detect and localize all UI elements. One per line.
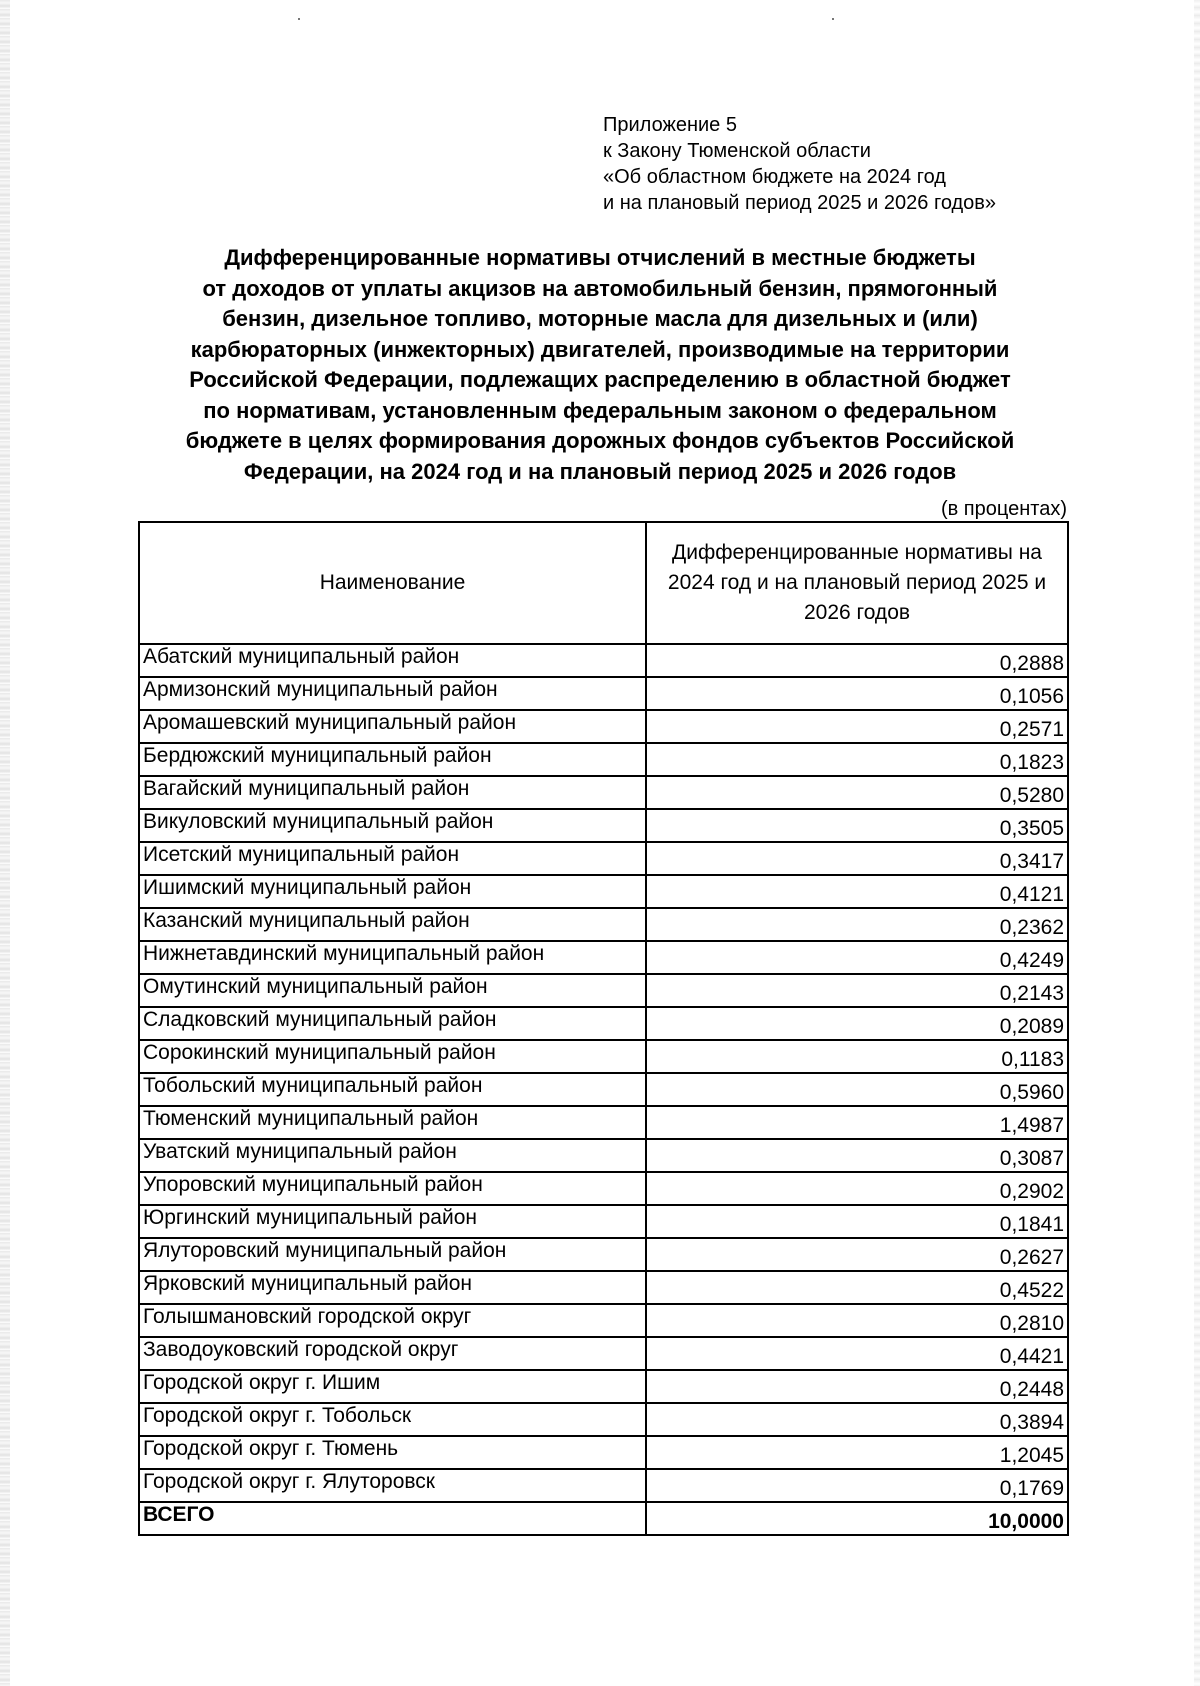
municipality-name: Упоровский муниципальный район: [139, 1172, 646, 1205]
title-line: по нормативам, установленным федеральным законом о федеральном: [203, 397, 997, 423]
norms-table: [138, 521, 1069, 1536]
column-header-name: Наименование: [139, 522, 646, 644]
title-line: бюджете в целях формирования дорожных фондов субъектов Российской: [185, 428, 1015, 453]
norm-value: 0,2888: [646, 644, 1068, 677]
norm-value: 0,2902: [646, 1172, 1068, 1205]
municipality-name: Городской округ г. Ишим: [139, 1370, 646, 1403]
norm-value: 0,2143: [646, 974, 1068, 1007]
municipality-name: Викуловский муниципальный район: [139, 809, 646, 842]
table-row: [139, 644, 1068, 677]
municipality-name: Абатский муниципальный район: [139, 644, 646, 677]
norm-value: 0,1056: [646, 677, 1068, 710]
municipality-name: Нижнетавдинский муниципальный район: [139, 941, 646, 974]
table-row: [139, 710, 1068, 743]
norm-value: 1,4987: [646, 1106, 1068, 1139]
table-row: [139, 1139, 1068, 1172]
municipality-name: Ярковский муниципальный район: [139, 1271, 646, 1304]
table-row: [139, 941, 1068, 974]
total-value: 10,0000: [646, 1502, 1068, 1535]
title-line: Федерации, на 2024 год и на плановый период 2025 и 2026 годов: [243, 458, 957, 484]
scan-edge-right: [1194, 0, 1200, 1686]
municipality-name: Тобольский муниципальный район: [139, 1073, 646, 1106]
document-title: [140, 243, 1060, 487]
norm-value: 0,4522: [646, 1271, 1068, 1304]
municipality-name: Вагайский муниципальный район: [139, 776, 646, 809]
norm-value: 0,1841: [646, 1205, 1068, 1238]
table-row: [139, 908, 1068, 941]
table-row: [139, 1040, 1068, 1073]
table-row: [139, 842, 1068, 875]
table-row: [139, 1304, 1068, 1337]
norm-value: 0,3087: [646, 1139, 1068, 1172]
scan-edge-left: [0, 0, 10, 1686]
norm-value: 0,2571: [646, 710, 1068, 743]
table-row: [139, 1370, 1068, 1403]
total-label: ВСЕГО: [139, 1502, 646, 1535]
norm-value: 1,2045: [646, 1436, 1068, 1469]
title-line: бензин, дизельное топливо, моторные масла для дизельных и (или): [222, 306, 978, 331]
norm-value: 0,1183: [646, 1040, 1068, 1073]
table-row: [139, 1271, 1068, 1304]
municipality-name: Уватский муниципальный район: [139, 1139, 646, 1172]
norm-value: 0,4421: [646, 1337, 1068, 1370]
table-row: [139, 1073, 1068, 1106]
annex-line: «Об областном бюджете на 2024 год: [603, 166, 946, 188]
table-row: [139, 974, 1068, 1007]
norm-value: 0,1823: [646, 743, 1068, 776]
municipality-name: Бердюжский муниципальный район: [139, 743, 646, 776]
table-row: [139, 875, 1068, 908]
column-header-value: Дифференцированные нормативы на 2024 год и на плановый период 2025 и 2026 годов: [646, 522, 1068, 644]
title-line: Российской Федерации, подлежащих распределению в областной бюджет: [189, 367, 1011, 392]
title-line: от доходов от уплаты акцизов на автомобильный бензин, прямогонный: [202, 275, 998, 301]
table-body: [139, 644, 1068, 1535]
norm-value: 0,3505: [646, 809, 1068, 842]
table-row: [139, 1337, 1068, 1370]
annex-line: к Закону Тюменской области: [603, 140, 871, 162]
total-row: [139, 1502, 1068, 1535]
municipality-name: Тюменский муниципальный район: [139, 1106, 646, 1139]
table-row: [139, 1469, 1068, 1502]
table-row: [139, 1007, 1068, 1040]
municipality-name: Юргинский муниципальный район: [139, 1205, 646, 1238]
municipality-name: Ишимский муниципальный район: [139, 875, 646, 908]
norm-value: 0,5960: [646, 1073, 1068, 1106]
municipality-name: Сорокинский муниципальный район: [139, 1040, 646, 1073]
municipality-name: Голышмановский городской округ: [139, 1304, 646, 1337]
annex-block: [603, 112, 996, 216]
table-row: [139, 743, 1068, 776]
municipality-name: Аромашевский муниципальный район: [139, 710, 646, 743]
municipality-name: Казанский муниципальный район: [139, 908, 646, 941]
table-row: [139, 677, 1068, 710]
municipality-name: Городской округ г. Тобольск: [139, 1403, 646, 1436]
municipality-name: Армизонский муниципальный район: [139, 677, 646, 710]
norm-value: 0,2627: [646, 1238, 1068, 1271]
table-row: [139, 776, 1068, 809]
units-note: (в процентах): [940, 498, 1067, 520]
table-row: [139, 1238, 1068, 1271]
norm-value: 0,5280: [646, 776, 1068, 809]
title-line: карбюраторных (инжекторных) двигателей, производимые на территории: [190, 336, 1010, 362]
norm-value: 0,4249: [646, 941, 1068, 974]
municipality-name: Заводоуковский городской округ: [139, 1337, 646, 1370]
scan-dot: [832, 18, 834, 20]
table-row: [139, 1205, 1068, 1238]
municipality-name: Исетский муниципальный район: [139, 842, 646, 875]
norm-value: 0,2089: [646, 1007, 1068, 1040]
annex-line: Приложение 5: [603, 114, 737, 136]
norm-value: 0,3894: [646, 1403, 1068, 1436]
norm-value: 0,1769: [646, 1469, 1068, 1502]
table-row: [139, 1172, 1068, 1205]
scan-dot: [298, 18, 300, 20]
table-row: [139, 1436, 1068, 1469]
title-line: Дифференцированные нормативы отчислений в местные бюджеты: [224, 245, 976, 270]
table-row: [139, 809, 1068, 842]
table-row: [139, 1106, 1068, 1139]
municipality-name: Омутинский муниципальный район: [139, 974, 646, 1007]
norm-value: 0,2810: [646, 1304, 1068, 1337]
norm-value: 0,4121: [646, 875, 1068, 908]
municipality-name: Городской округ г. Ялуторовск: [139, 1469, 646, 1502]
norm-value: 0,2362: [646, 908, 1068, 941]
table-header-row: [139, 522, 1068, 644]
table-row: [139, 1403, 1068, 1436]
municipality-name: Ялуторовский муниципальный район: [139, 1238, 646, 1271]
norm-value: 0,2448: [646, 1370, 1068, 1403]
municipality-name: Городской округ г. Тюмень: [139, 1436, 646, 1469]
annex-line: и на плановый период 2025 и 2026 годов»: [603, 192, 997, 214]
norm-value: 0,3417: [646, 842, 1068, 875]
municipality-name: Сладковский муниципальный район: [139, 1007, 646, 1040]
